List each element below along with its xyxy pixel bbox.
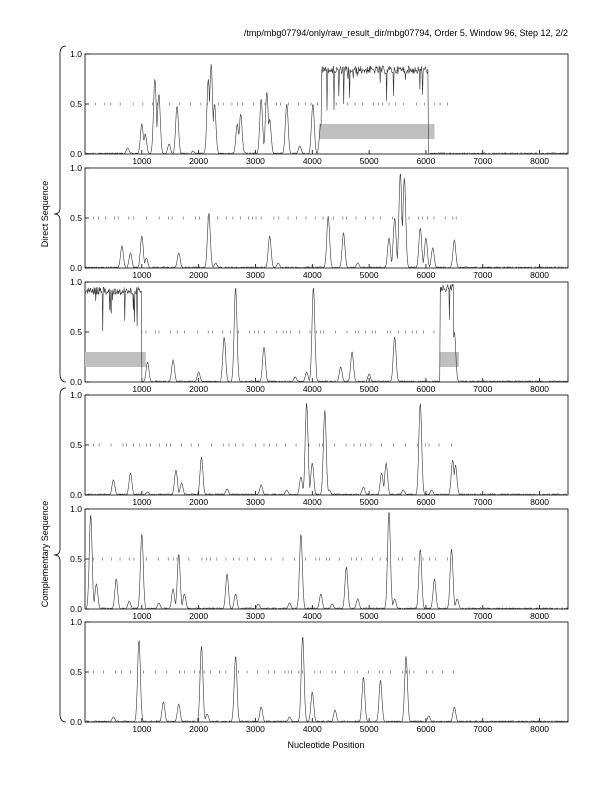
x-tick-label: 8000 (530, 270, 550, 280)
panel-2 (70, 163, 568, 280)
coding-region-box (85, 352, 146, 367)
panel-frame (85, 168, 568, 268)
panels (70, 49, 568, 734)
x-tick-label: 2000 (189, 384, 209, 394)
x-tick-label: 7000 (473, 611, 493, 621)
group-brace (54, 388, 66, 722)
series-line-frame-1 (85, 174, 568, 268)
x-tick-label: 6000 (416, 270, 436, 280)
x-tick-label: 8000 (530, 384, 550, 394)
direct-sequence-label: Direct Sequence (40, 180, 50, 248)
x-tick-label: 4000 (302, 497, 322, 507)
panel-6 (70, 617, 568, 734)
x-tick-label: 5000 (359, 270, 379, 280)
y-tick-label: 0.0 (70, 149, 82, 159)
x-tick-label: 8000 (530, 497, 550, 507)
x-tick-label: 7000 (473, 497, 493, 507)
x-tick-label: 5000 (359, 611, 379, 621)
x-tick-label: 4000 (302, 384, 322, 394)
group-braces (54, 46, 66, 722)
x-tick-label: 3000 (246, 270, 265, 280)
series-line-frame-2 (85, 637, 568, 722)
series-line-frame-3 (85, 403, 568, 495)
panel-frame (85, 622, 568, 722)
y-tick-label: 1.0 (70, 163, 82, 173)
x-tick-label: 1000 (132, 270, 152, 280)
x-tick-label: 1000 (132, 724, 152, 734)
y-tick-label: 1.0 (70, 617, 82, 627)
x-tick-label: 5000 (359, 384, 379, 394)
x-tick-label: 5000 (359, 156, 379, 166)
x-tick-label: 6000 (416, 156, 436, 166)
x-tick-label: 6000 (416, 384, 436, 394)
y-tick-label: 0.5 (70, 440, 82, 450)
x-tick-label: 7000 (473, 270, 493, 280)
y-tick-label: 0.0 (70, 377, 82, 387)
x-tick-label: 2000 (189, 270, 209, 280)
x-tick-label: 1000 (132, 611, 152, 621)
chart-title: /tmp/mbg07794/only/raw_result_dir/mbg07794, Order 5, Window 96, Step 12, 2/2 (243, 28, 568, 38)
x-tick-label: 8000 (530, 156, 550, 166)
x-tick-label: 7000 (473, 156, 493, 166)
x-tick-label: 3000 (246, 156, 265, 166)
panel-3 (70, 277, 568, 394)
x-tick-label: 6000 (416, 611, 436, 621)
y-tick-label: 0.0 (70, 604, 82, 614)
y-tick-label: 0.0 (70, 717, 82, 727)
y-tick-label: 0.5 (70, 213, 82, 223)
x-tick-label: 3000 (246, 497, 265, 507)
y-tick-label: 0.5 (70, 327, 82, 337)
x-tick-label: 7000 (473, 384, 493, 394)
series-line-frame-1 (85, 513, 568, 609)
group-brace (54, 46, 66, 382)
x-tick-label: 5000 (359, 724, 379, 734)
x-axis-label: Nucleotide Position (287, 740, 365, 750)
y-tick-label: 0.5 (70, 99, 82, 109)
x-tick-label: 2000 (189, 611, 209, 621)
x-tick-label: 6000 (416, 497, 436, 507)
y-tick-label: 1.0 (70, 390, 82, 400)
x-tick-label: 3000 (246, 611, 265, 621)
x-tick-label: 8000 (530, 611, 550, 621)
x-tick-label: 5000 (359, 497, 379, 507)
y-tick-label: 0.0 (70, 490, 82, 500)
x-tick-label: 1000 (132, 384, 152, 394)
x-tick-label: 8000 (530, 724, 550, 734)
x-tick-label: 4000 (302, 724, 322, 734)
complementary-sequence-label: Complementary Sequence (40, 500, 50, 608)
series-line-frame-2 (85, 284, 568, 382)
y-tick-label: 0.5 (70, 554, 82, 564)
x-tick-label: 7000 (473, 724, 493, 734)
y-tick-label: 0.5 (70, 667, 82, 677)
x-tick-label: 1000 (132, 497, 152, 507)
x-tick-label: 3000 (246, 724, 265, 734)
x-tick-label: 3000 (246, 384, 265, 394)
panel-5 (70, 504, 568, 621)
x-tick-label: 6000 (416, 724, 436, 734)
x-tick-label: 4000 (302, 156, 322, 166)
y-tick-label: 1.0 (70, 504, 82, 514)
coding-region-box (319, 124, 434, 139)
panel-4 (70, 390, 568, 507)
y-tick-label: 1.0 (70, 277, 82, 287)
x-tick-label: 4000 (302, 611, 322, 621)
panel-frame (85, 282, 568, 382)
series-line-frame-3 (85, 64, 568, 154)
y-tick-label: 0.0 (70, 263, 82, 273)
x-tick-label: 2000 (189, 156, 209, 166)
y-tick-label: 1.0 (70, 49, 82, 59)
panel-1 (70, 49, 568, 166)
x-tick-label: 4000 (302, 270, 322, 280)
x-tick-label: 2000 (189, 724, 209, 734)
x-tick-label: 2000 (189, 497, 209, 507)
x-tick-label: 1000 (132, 156, 152, 166)
